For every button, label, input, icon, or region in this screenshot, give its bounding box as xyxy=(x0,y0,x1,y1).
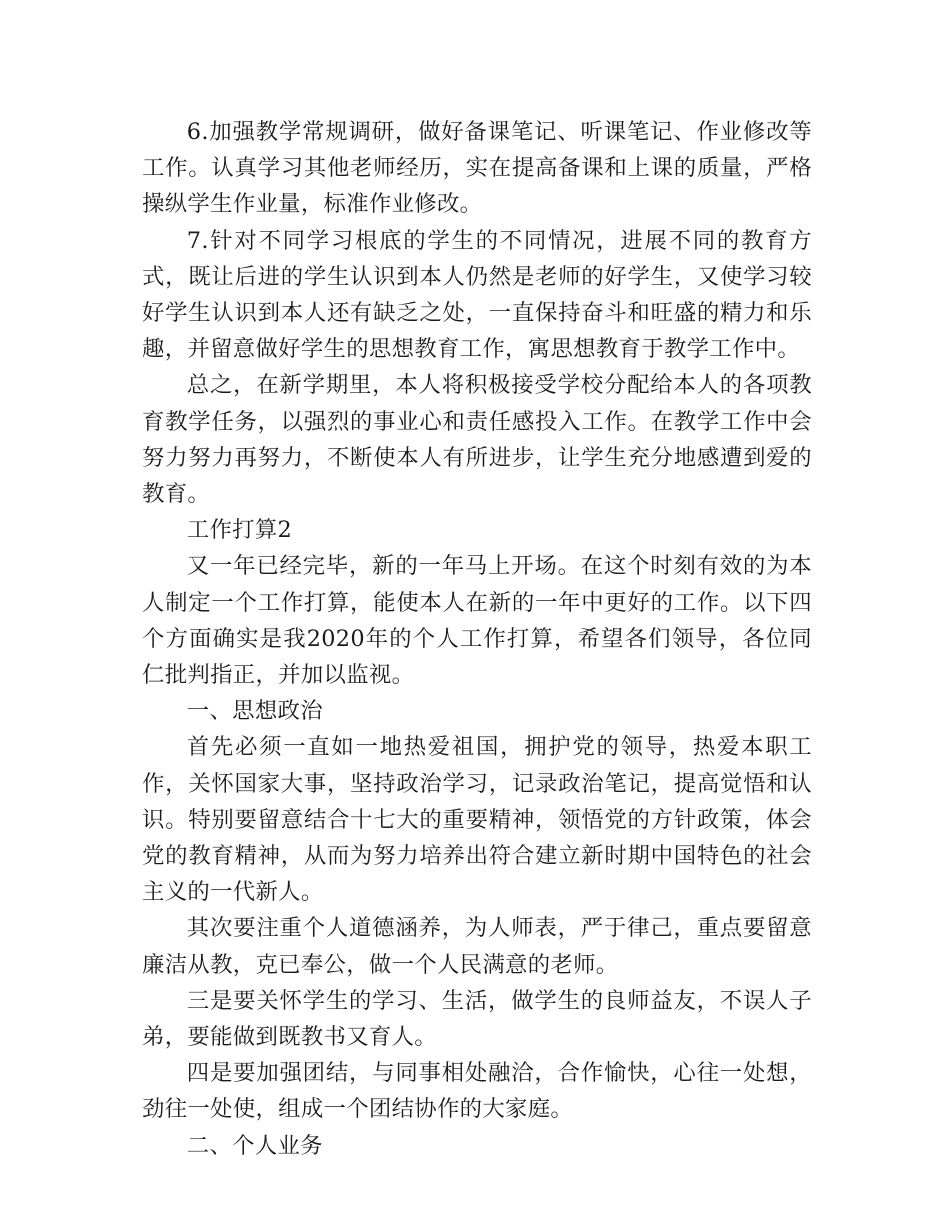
paragraph-second: 其次要注重个人道德涵养，为人师表，严于律己，重点要留意廉洁从教，克已奉公，做一个人民满意的老师。 xyxy=(142,915,812,978)
paragraph-conclusion: 总之，在新学期里，本人将积极接受学校分配给本人的各项教育教学任务，以强烈的事业心和责任感投入工作。在教学工作中会努力努力再努力，不断使本人有所进步，让学生充分地感遭到爱的教育。 xyxy=(142,372,812,508)
paragraph-third: 三是要关怀学生的学习、生活，做学生的良师益友，不误人子弟，要能做到既教书又育人。 xyxy=(142,987,812,1051)
paragraph-item-7: 7.针对不同学习根底的学生的不同情况，进展不同的教育方式，既让后进的学生认识到本人仍然是老师的好学生，又使学习较好学生认识到本人还有缺乏之处，一直保持奋斗和旺盛的精力和乐趣，并留意做好学生的思想教育工作，寓思想教育于教学工作中。 xyxy=(142,227,812,363)
document-body xyxy=(142,114,812,1164)
section-heading-plan-2: 工作打算2 xyxy=(186,517,293,544)
paragraph-item-6: 6.加强教学常规调研，做好备课笔记、听课笔记、作业修改等工作。认真学习其他老师经历，实在提高备课和上课的质量，严格操纵学生作业量，标准作业修改。 xyxy=(142,119,812,218)
paragraph-fourth: 四是要加强团结，与同事相处融洽，合作愉快，心往一处想，劲往一处使，组成一个团结协作的大家庭。 xyxy=(142,1060,812,1123)
paragraph-intro: 又一年已经完毕，新的一年马上开场。在这个时刻有效的为本人制定一个工作打算，能使本人在新的一年中更好的工作。以下四个方面确实是我2020年的个人工作打算，希望各们领导，各位同仁批判指正，并加以监视。 xyxy=(142,553,812,689)
section-heading-business: 二、个人业务 xyxy=(186,1132,323,1159)
paragraph-first: 首先必须一直如一地热爱祖国，拥护党的领导，热爱本职工作，关怀国家大事，坚持政治学习，记录政治笔记，提高觉悟和认识。特别要留意结合十七大的重要精神，领悟党的方针政策，体会党的教育精神，从而为努力培养出符合建立新时期中国特色的社会主义的一代新人。 xyxy=(142,734,812,906)
section-heading-ideology: 一、思想政治 xyxy=(186,698,323,725)
